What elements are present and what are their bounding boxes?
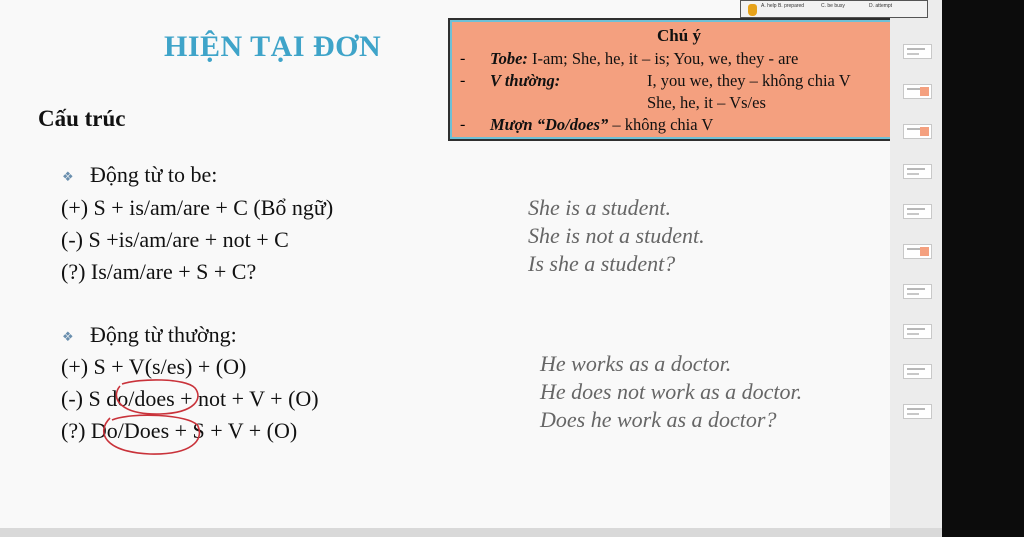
tobe-positive: (+) S + is/am/are + C (Bổ ngữ) <box>61 195 334 220</box>
note-tobe <box>490 49 798 69</box>
note-tobe-text: I-am; She, he, it – is; You, we, they - are <box>532 49 799 68</box>
tobe-example-question: Is she a student? <box>528 251 676 276</box>
slide-thumbnail[interactable] <box>903 44 932 59</box>
slide-thumbnail[interactable] <box>903 324 932 339</box>
raise-hand-icon[interactable] <box>748 4 757 16</box>
note-muon <box>490 115 713 135</box>
slide-thumbnail[interactable] <box>903 364 932 379</box>
tobe-example-positive: She is a student. <box>528 195 671 220</box>
slide-thumbnail[interactable] <box>903 284 932 299</box>
bullet-icon: ❖ <box>62 169 74 184</box>
vthuong-example-question: Does he work as a doctor? <box>540 407 777 432</box>
note-dash: - <box>460 50 466 67</box>
slide-thumbnail[interactable] <box>903 244 932 259</box>
note-muon-label: Mượn “Do/does” <box>490 115 609 134</box>
slide-thumbnail[interactable] <box>903 84 932 99</box>
tobe-heading: Động từ to be: <box>90 162 218 187</box>
note-dash: - <box>460 72 466 89</box>
vthuong-example-negative: He does not work as a doctor. <box>540 379 803 404</box>
slide-thumbnail[interactable] <box>903 164 932 179</box>
structure-heading: Cấu trúc <box>38 106 126 131</box>
note-v-label-text: V thường: <box>490 71 561 90</box>
toolbar-option-d: D. attempt <box>869 3 893 9</box>
vthuong-heading: Động từ thường: <box>90 322 237 347</box>
note-tobe-label: Tobe: <box>490 49 528 68</box>
vthuong-example-positive: He works as a doctor. <box>540 351 732 376</box>
note-muon-text: – không chia V <box>612 115 714 134</box>
tobe-negative: (-) S +is/am/are + not + C <box>61 227 289 252</box>
bottom-bar <box>0 528 942 537</box>
note-box <box>448 18 890 141</box>
vthuong-question: (?) Do/Does + S + V + (O) <box>61 418 298 443</box>
vthuong-negative: (-) S do/does + not + V + (O) <box>61 386 319 411</box>
floating-toolbar <box>740 0 928 18</box>
bullet-icon: ❖ <box>62 329 74 344</box>
tobe-question: (?) Is/am/are + S + C? <box>61 259 257 284</box>
toolbar-option-a: A. help B. prepared <box>761 3 805 9</box>
note-v-text1: I, you we, they – không chia V <box>647 71 851 90</box>
tobe-example-negative: She is not a student. <box>528 223 705 248</box>
toolbar-option-c: C. be busy <box>821 3 845 9</box>
window-edge <box>942 0 1024 537</box>
slide-thumbnail[interactable] <box>903 404 932 419</box>
note-v-text2: She, he, it – Vs/es <box>647 93 766 112</box>
note-title: Chú ý <box>657 26 701 45</box>
note-v-label <box>490 71 560 91</box>
vthuong-positive: (+) S + V(s/es) + (O) <box>61 354 247 379</box>
slide-thumbnail-panel <box>890 0 942 537</box>
slide-title: HIỆN TẠI ĐƠN <box>164 30 382 63</box>
slide-thumbnail[interactable] <box>903 204 932 219</box>
note-dash: - <box>460 116 466 133</box>
slide-thumbnail[interactable] <box>903 124 932 139</box>
